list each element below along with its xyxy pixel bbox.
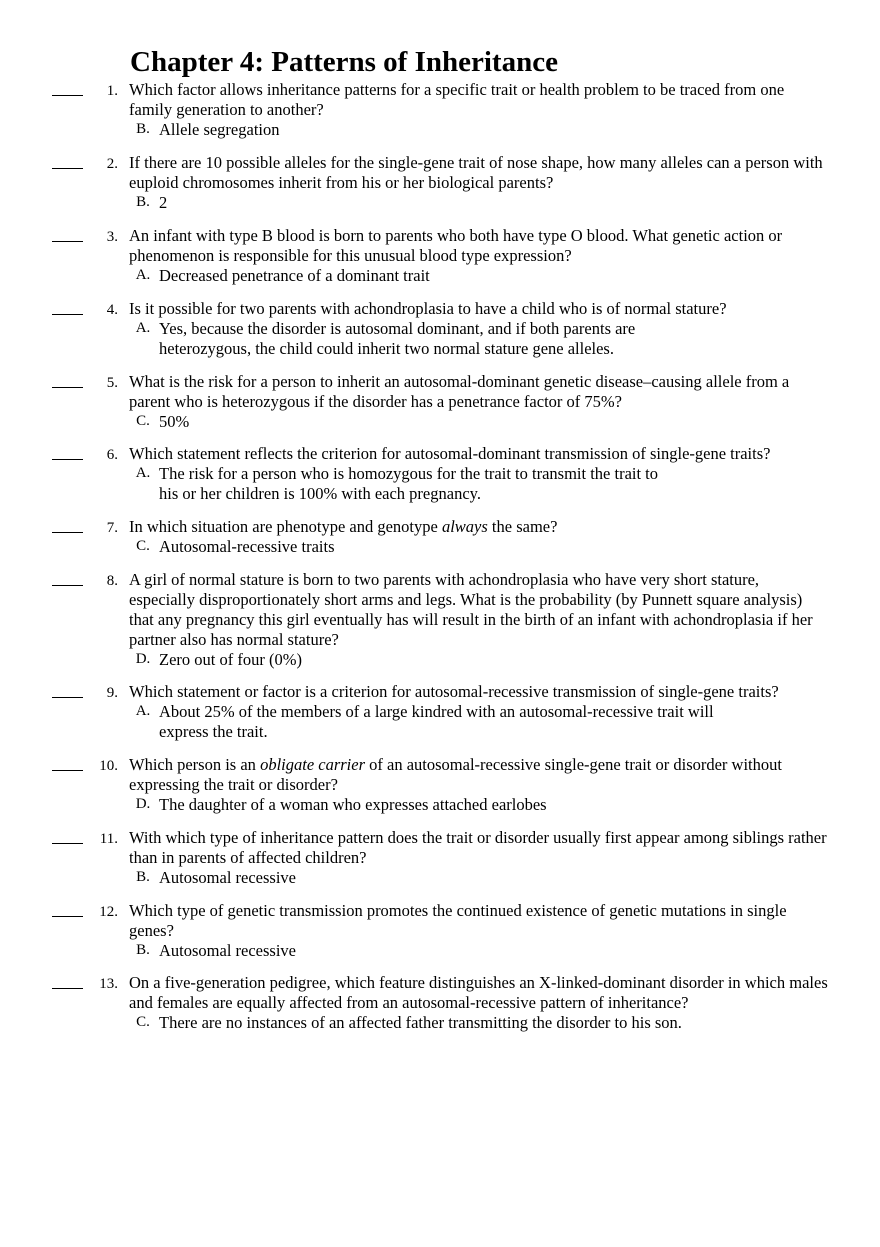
answer-option xyxy=(129,193,829,213)
answer-blank[interactable] xyxy=(52,387,83,388)
answer-blank[interactable] xyxy=(52,916,83,917)
answer-letter: C. xyxy=(136,413,150,429)
answer-option xyxy=(129,702,829,742)
answer-blank[interactable] xyxy=(52,459,83,460)
question-text: Which statement reflects the criterion for autosomal-dominant transmission of single-gene traits? xyxy=(129,444,771,463)
question-number: 9. xyxy=(106,685,118,701)
question-number: 4. xyxy=(106,302,118,318)
answer-option xyxy=(129,868,829,888)
answer-letter: A. xyxy=(135,703,151,719)
question-number: 8. xyxy=(106,573,118,589)
answer-text: 50% xyxy=(159,412,190,431)
question-number: 12. xyxy=(99,904,118,920)
answer-letter: A. xyxy=(135,267,151,283)
answer-option xyxy=(129,1013,829,1033)
question-text: Which statement or factor is a criterion for autosomal-recessive transmission of single-gene traits? xyxy=(129,682,779,701)
question-text-part: of an autosomal-recessive single-gene trait or disorder without expressing the trait or disorder? xyxy=(129,755,782,794)
answer-letter: B. xyxy=(136,194,150,210)
answer-blank[interactable] xyxy=(52,770,83,771)
question-number: 10. xyxy=(99,758,118,774)
question-text xyxy=(129,517,829,537)
answer-text: There are no instances of an affected father transmitting the disorder to his son. xyxy=(159,1013,682,1032)
answer-blank[interactable] xyxy=(52,988,83,989)
answer-text: The daughter of a woman who expresses attached earlobes xyxy=(159,795,547,814)
answer-text: 2 xyxy=(159,193,168,212)
answer-option xyxy=(129,319,829,359)
answer-letter: B. xyxy=(136,121,150,137)
question-text: Which factor allows inheritance patterns for a specific trait or health problem to be traced from one family generation to another? xyxy=(129,80,785,119)
question-number: 6. xyxy=(106,447,118,463)
answer-text: The risk for a person who is homozygous for the trait to transmit the trait to his or her children is 100% with each pregnancy. xyxy=(159,464,659,503)
question-number: 11. xyxy=(99,831,118,847)
question-text-part: the same? xyxy=(487,517,558,536)
answer-letter: B. xyxy=(136,869,150,885)
question-text: With which type of inheritance pattern does the trait or disorder usually first appear among siblings rather than in parents of affected children? xyxy=(129,828,827,867)
answer-text: Zero out of four (0%) xyxy=(159,650,302,669)
question-text-emphasis: obligate carrier xyxy=(260,755,366,774)
question-text: A girl of normal stature is born to two parents with achondroplasia who have very short stature, especially disproportionately short arms and legs. What is the probability (by Punnett square analysis) that any pregnancy this girl eventually has will result in the birth of an infant with achondroplasia if her partner also has normal stature? xyxy=(129,570,813,649)
answer-option xyxy=(129,412,829,432)
answer-letter: C. xyxy=(136,538,150,554)
answer-text: Autosomal recessive xyxy=(159,941,297,960)
answer-text: Decreased penetrance of a dominant trait xyxy=(159,266,430,285)
answer-text: Allele segregation xyxy=(159,120,280,139)
answer-letter: A. xyxy=(135,320,151,336)
answer-blank[interactable] xyxy=(52,843,83,844)
answer-option xyxy=(129,266,829,286)
question-number: 5. xyxy=(106,375,118,391)
question-number: 7. xyxy=(106,520,118,536)
answer-letter: D. xyxy=(135,796,151,812)
answer-text: About 25% of the members of a large kindred with an autosomal-recessive trait will express the trait. xyxy=(159,702,714,741)
question-text: Is it possible for two parents with achondroplasia to have a child who is of normal stature? xyxy=(129,299,727,318)
question-text-part: In which situation are phenotype and genotype xyxy=(129,517,442,536)
answer-blank[interactable] xyxy=(52,314,83,315)
question-text xyxy=(129,755,829,795)
question-text-emphasis: always xyxy=(441,517,488,536)
page-title: Chapter 4: Patterns of Inheritance xyxy=(130,46,558,78)
question-text: If there are 10 possible alleles for the single-gene trait of nose shape, how many alleles can a person with euploid chromosomes inherit from his or her biological parents? xyxy=(129,153,823,192)
answer-option xyxy=(129,464,829,504)
question-text-part: Which person is an xyxy=(129,755,261,774)
answer-text: Yes, because the disorder is autosomal dominant, and if both parents are heterozygous, the child could inherit two normal stature gene alleles. xyxy=(159,319,636,358)
answer-blank[interactable] xyxy=(52,697,83,698)
answer-option xyxy=(129,120,829,140)
answer-text: Autosomal recessive xyxy=(159,868,297,887)
question-text: An infant with type B blood is born to parents who both have type O blood. What genetic action or phenomenon is responsible for this unusual blood type expression? xyxy=(129,226,783,265)
answer-blank[interactable] xyxy=(52,95,83,96)
answer-option xyxy=(129,650,829,670)
answer-option xyxy=(129,795,829,815)
answer-option xyxy=(129,941,829,961)
answer-option xyxy=(129,537,829,557)
question-number: 3. xyxy=(106,229,118,245)
question-text: Which type of genetic transmission promotes the continued existence of genetic mutations in single genes? xyxy=(129,901,787,940)
answer-blank[interactable] xyxy=(52,532,83,533)
question-text: What is the risk for a person to inherit an autosomal-dominant genetic disease–causing allele from a parent who is heterozygous if the disorder has a penetrance factor of 75%? xyxy=(129,372,790,411)
answer-letter: D. xyxy=(135,651,151,667)
question-number: 13. xyxy=(99,976,118,992)
answer-blank[interactable] xyxy=(52,241,83,242)
question-number: 1. xyxy=(106,83,118,99)
question-number: 2. xyxy=(106,156,118,172)
answer-blank[interactable] xyxy=(52,585,83,586)
answer-letter: B. xyxy=(136,942,150,958)
question-text: On a five-generation pedigree, which feature distinguishes an X-linked-dominant disorder in which males and females are equally affected from an autosomal-recessive pattern of inheritance? xyxy=(129,973,828,1012)
answer-letter: C. xyxy=(136,1014,150,1030)
answer-blank[interactable] xyxy=(52,168,83,169)
answer-letter: A. xyxy=(135,465,151,481)
answer-text: Autosomal-recessive traits xyxy=(159,537,335,556)
